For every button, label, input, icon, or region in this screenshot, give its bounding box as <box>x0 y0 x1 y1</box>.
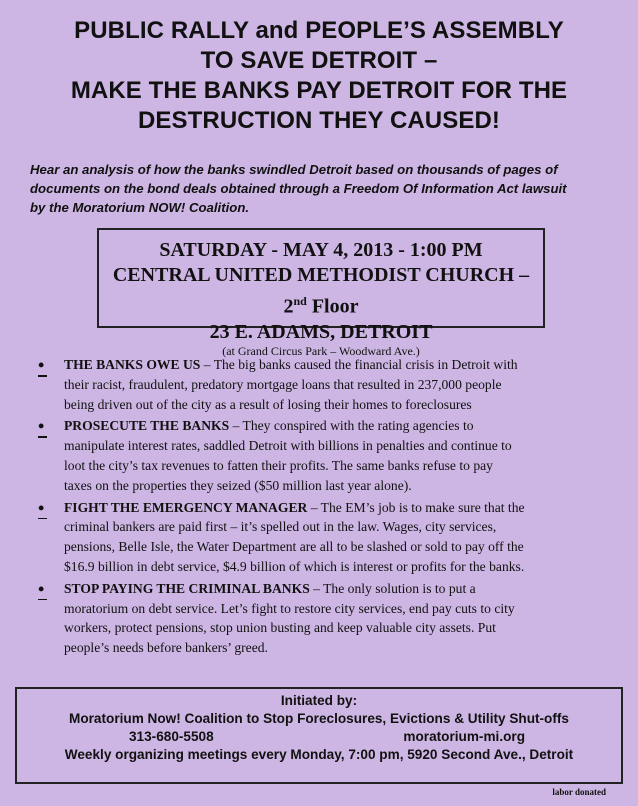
event-details-box <box>97 228 545 358</box>
labor-donated-note: labor donated <box>552 787 606 797</box>
event-venue-name: CENTRAL UNITED METHODIST CHURCH – 2 <box>112 264 530 318</box>
bullet-line: moratorium on debt service. Let’s fight to restore city services, end pay cuts to city <box>64 600 515 616</box>
intro-line-1: Hear an analysis of how the banks swindled Detroit based on thousands of pages of <box>30 162 558 177</box>
bullet-list <box>36 355 616 660</box>
footer-website: moratorium-mi.org <box>403 729 525 744</box>
bullet-item <box>36 355 616 414</box>
event-floor-word: Floor <box>306 295 359 318</box>
event-address: 23 E. ADAMS, DETROIT <box>209 320 433 343</box>
bullet-line: taxes on the properties they seized ($50 million last year alone). <box>64 477 412 493</box>
bullet-line: criminal bankers are paid first – it’s spelled out in the law. Wages, city services, <box>64 519 497 535</box>
bullet-heading: STOP PAYING THE CRIMINAL BANKS <box>64 580 310 596</box>
bullet-line: pensions, Belle Isle, the Water Department are all to be slashed or sold to pay off the <box>64 539 524 555</box>
intro-line-2: documents on the bond deals obtained through a Freedom Of Information Act lawsuit <box>30 181 567 196</box>
event-date: SATURDAY - MAY 4, 2013 - 1:00 PM <box>159 239 483 261</box>
headline-line-2: TO SAVE DETROIT – <box>200 47 438 74</box>
footer-coalition: Moratorium Now! Coalition to Stop Foreclosures, Evictions & Utility Shut-offs <box>69 711 569 726</box>
bullet-line: their racist, fraudulent, predatory mortgage loans that resulted in 237,000 people <box>64 376 502 392</box>
bullet-icon: • <box>38 355 45 375</box>
bullet-line: manipulate interest rates, saddled Detroit with billions in penalties and continue to <box>64 438 512 454</box>
bullet-text: – The EM’s job is to make sure that the <box>307 499 525 515</box>
intro-paragraph <box>30 160 614 217</box>
bullet-icon: • <box>38 416 45 437</box>
bullet-line <box>64 579 616 599</box>
bullet-text: – The only solution is to put a <box>309 580 476 596</box>
bullet-line <box>64 355 616 375</box>
bullet-line: people’s needs before bankers’ greed. <box>64 640 268 656</box>
bullet-item <box>36 579 616 658</box>
bullet-line <box>64 498 616 518</box>
bullet-line: $16.9 billion in debt service, $4.9 billion of which is interest or profits for the banks. <box>64 558 525 574</box>
headline-line-1: PUBLIC RALLY and PEOPLE’S ASSEMBLY <box>74 17 564 44</box>
footer-meetings: Weekly organizing meetings every Monday, 7:00 pm, 5920 Second Ave., Detroit <box>64 747 574 762</box>
event-floor-suffix: nd <box>293 294 307 308</box>
bullet-line <box>64 416 616 436</box>
bullet-line: being driven out of the city as a result of losing their homes to foreclosures <box>64 396 472 412</box>
event-venue <box>99 262 543 320</box>
intro-line-3: by the Moratorium NOW! Coalition. <box>30 200 250 215</box>
footer-initiated-by: Initiated by: <box>280 693 358 708</box>
bullet-text: – They conspired with the rating agencies to <box>229 418 474 434</box>
bullet-icon: • <box>38 578 45 599</box>
bullet-icon: • <box>38 497 45 518</box>
bullet-heading: FIGHT THE EMERGENCY MANAGER <box>64 499 308 515</box>
footer-phone: 313-680-5508 <box>129 729 214 744</box>
footer-box <box>15 687 623 784</box>
bullet-text: – The big banks caused the financial crisis in Detroit with <box>200 357 518 372</box>
bullet-item <box>36 416 616 495</box>
headline-line-3: MAKE THE BANKS PAY DETROIT FOR THE <box>70 77 568 104</box>
bullet-heading: THE BANKS OWE US <box>64 357 201 372</box>
bullet-line: loot the city’s tax revenues to fatten their profits. The same banks refuse to pay <box>64 457 493 473</box>
bullet-line: workers, protect pensions, stop union busting and keep valuable city assets. Put <box>64 620 496 636</box>
headline <box>20 16 618 136</box>
bullet-heading: PROSECUTE THE BANKS <box>64 418 230 434</box>
headline-line-4: DESTRUCTION THEY CAUSED! <box>138 107 500 134</box>
bullet-item <box>36 498 616 577</box>
footer-contact-row <box>17 728 621 746</box>
event-directions: (at Grand Circus Park – Woodward Ave.) <box>222 343 420 358</box>
